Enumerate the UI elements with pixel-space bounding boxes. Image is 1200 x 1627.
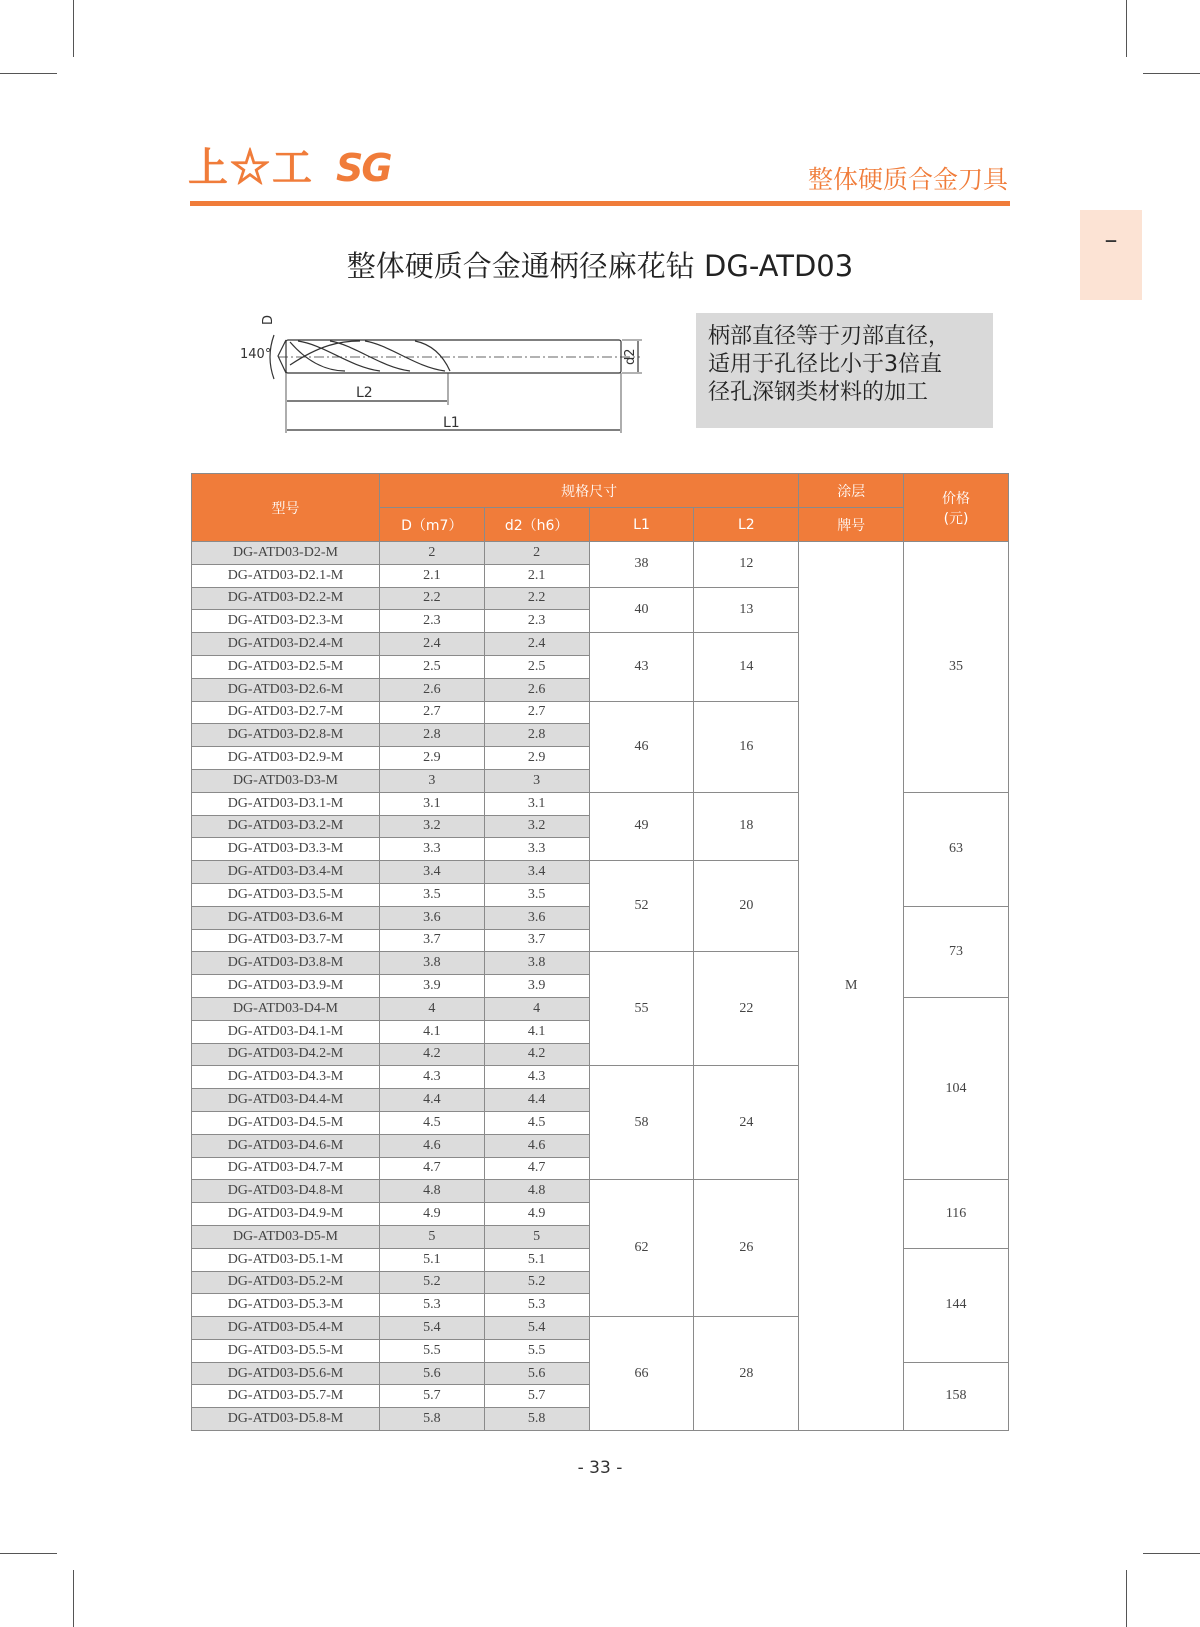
note-line: 径孔深钢类材料的加工 <box>708 380 929 405</box>
d-cell: 4.7 <box>379 1157 484 1180</box>
d-cell: 3.7 <box>379 929 484 952</box>
model-cell: DG-ATD03-D4.5-M <box>192 1111 380 1134</box>
l2-cell: 24 <box>694 1066 799 1180</box>
d2-cell: 3.7 <box>484 929 589 952</box>
model-cell: DG-ATD03-D5.7-M <box>192 1385 380 1408</box>
model-cell: DG-ATD03-D3-M <box>192 769 380 792</box>
header-grade: 牌号 <box>799 508 904 542</box>
d2-cell: 4.5 <box>484 1111 589 1134</box>
l1-cell: 38 <box>589 542 694 588</box>
l1-cell: 46 <box>589 701 694 792</box>
d-cell: 5.3 <box>379 1294 484 1317</box>
d-cell: 3.3 <box>379 838 484 861</box>
d-cell: 5.5 <box>379 1339 484 1362</box>
crop-mark <box>0 1553 57 1554</box>
d-cell: 5.7 <box>379 1385 484 1408</box>
header-spec: 规格尺寸 <box>379 474 798 508</box>
model-cell: DG-ATD03-D2-M <box>192 542 380 565</box>
price-cell: 144 <box>904 1248 1009 1362</box>
crop-mark <box>1143 1553 1200 1554</box>
l1-cell: 55 <box>589 952 694 1066</box>
model-cell: DG-ATD03-D5.5-M <box>192 1339 380 1362</box>
model-cell: DG-ATD03-D2.3-M <box>192 610 380 633</box>
d-cell: 4.5 <box>379 1111 484 1134</box>
note-line: 适用于孔径比小于3倍直 <box>708 352 942 377</box>
d2-cell: 2.5 <box>484 655 589 678</box>
l2-cell: 13 <box>694 587 799 633</box>
d-cell: 3.5 <box>379 883 484 906</box>
l2-cell: 14 <box>694 633 799 701</box>
price-cell: 73 <box>904 906 1009 997</box>
model-cell: DG-ATD03-D3.9-M <box>192 975 380 998</box>
d-cell: 3.6 <box>379 906 484 929</box>
d2-cell: 2 <box>484 542 589 565</box>
d2-cell: 5.4 <box>484 1317 589 1340</box>
d-cell: 3.2 <box>379 815 484 838</box>
model-cell: DG-ATD03-D3.6-M <box>192 906 380 929</box>
brand-logo <box>188 146 391 190</box>
d-cell: 5.4 <box>379 1317 484 1340</box>
d2-cell: 4.4 <box>484 1089 589 1112</box>
d2-cell: 4.3 <box>484 1066 589 1089</box>
category-title: 整体硬质合金刀具 <box>807 165 1008 194</box>
angle-label: 140° <box>240 347 272 362</box>
note-line: 柄部直径等于刃部直径， <box>708 324 951 349</box>
model-cell: DG-ATD03-D5.2-M <box>192 1271 380 1294</box>
model-cell: DG-ATD03-D4.3-M <box>192 1066 380 1089</box>
model-cell: DG-ATD03-D4.1-M <box>192 1020 380 1043</box>
d2-cell: 2.3 <box>484 610 589 633</box>
d-cell: 2.6 <box>379 678 484 701</box>
d-cell: 3.9 <box>379 975 484 998</box>
d2-cell: 3.4 <box>484 861 589 884</box>
l1-cell: 49 <box>589 792 694 860</box>
price-cell: 63 <box>904 792 1009 906</box>
d-cell: 2.5 <box>379 655 484 678</box>
model-cell: DG-ATD03-D3.3-M <box>192 838 380 861</box>
d-cell: 2.9 <box>379 747 484 770</box>
model-cell: DG-ATD03-D5.1-M <box>192 1248 380 1271</box>
l1-label: L1 <box>443 415 460 431</box>
l1-cell: 58 <box>589 1066 694 1180</box>
l2-cell: 26 <box>694 1180 799 1317</box>
d2-cell: 5.5 <box>484 1339 589 1362</box>
d2-cell: 4.6 <box>484 1134 589 1157</box>
l2-cell: 18 <box>694 792 799 860</box>
d-cell: 4.6 <box>379 1134 484 1157</box>
d-cell: 3.4 <box>379 861 484 884</box>
model-cell: DG-ATD03-D2.1-M <box>192 564 380 587</box>
d-cell: 4.2 <box>379 1043 484 1066</box>
d2-cell: 2.7 <box>484 701 589 724</box>
d2-cell: 3.6 <box>484 906 589 929</box>
d-cell: 3.8 <box>379 952 484 975</box>
logo-cn: 上☆工 <box>188 144 314 191</box>
price-cell: 35 <box>904 542 1009 793</box>
d-cell: 4.1 <box>379 1020 484 1043</box>
model-cell: DG-ATD03-D2.5-M <box>192 655 380 678</box>
d-cell: 5.8 <box>379 1408 484 1431</box>
d2-cell: 3.3 <box>484 838 589 861</box>
side-tab[interactable]: – <box>1080 210 1142 300</box>
model-cell: DG-ATD03-D2.2-M <box>192 587 380 610</box>
crop-mark <box>0 73 57 74</box>
d2-cell: 4.7 <box>484 1157 589 1180</box>
d2-cell: 2.4 <box>484 633 589 656</box>
d2-cell: 5.6 <box>484 1362 589 1385</box>
header-price-label: 价格 <box>942 490 971 507</box>
header-price <box>904 474 1009 542</box>
crop-mark <box>73 1570 74 1627</box>
l1-cell: 62 <box>589 1180 694 1317</box>
d-cell: 2.4 <box>379 633 484 656</box>
model-cell: DG-ATD03-D2.4-M <box>192 633 380 656</box>
d2-cell: 2.9 <box>484 747 589 770</box>
header-d2: d2（h6） <box>484 508 589 542</box>
crop-mark <box>1143 73 1200 74</box>
table-row <box>192 542 1009 565</box>
model-cell: DG-ATD03-D2.6-M <box>192 678 380 701</box>
model-cell: DG-ATD03-D4.2-M <box>192 1043 380 1066</box>
model-cell: DG-ATD03-D3.8-M <box>192 952 380 975</box>
d2-cell: 3.8 <box>484 952 589 975</box>
d2-cell: 4.9 <box>484 1203 589 1226</box>
model-cell: DG-ATD03-D5.6-M <box>192 1362 380 1385</box>
l2-cell: 20 <box>694 861 799 952</box>
d-cell: 2.8 <box>379 724 484 747</box>
d2-cell: 4.2 <box>484 1043 589 1066</box>
price-cell: 104 <box>904 997 1009 1179</box>
header-l2: L2 <box>694 508 799 542</box>
header-price-unit: (元) <box>943 510 969 527</box>
d-cell: 4.9 <box>379 1203 484 1226</box>
d-cell: 2.7 <box>379 701 484 724</box>
model-cell: DG-ATD03-D5.3-M <box>192 1294 380 1317</box>
d-cell: 2 <box>379 542 484 565</box>
model-cell: DG-ATD03-D3.2-M <box>192 815 380 838</box>
d-cell: 2.3 <box>379 610 484 633</box>
d2-cell: 5.8 <box>484 1408 589 1431</box>
d2-cell: 3.5 <box>484 883 589 906</box>
model-cell: DG-ATD03-D4-M <box>192 997 380 1020</box>
model-cell: DG-ATD03-D2.7-M <box>192 701 380 724</box>
logo-sg: SG <box>336 146 391 190</box>
d2-label: d2 <box>623 348 638 365</box>
d-cell: 5.6 <box>379 1362 484 1385</box>
d2-cell: 4.8 <box>484 1180 589 1203</box>
grade-cell: M <box>799 542 904 1431</box>
d-cell: 4 <box>379 997 484 1020</box>
d-cell: 2.2 <box>379 587 484 610</box>
d-cell: 4.8 <box>379 1180 484 1203</box>
model-cell: DG-ATD03-D5.4-M <box>192 1317 380 1340</box>
model-cell: DG-ATD03-D4.4-M <box>192 1089 380 1112</box>
l1-cell: 40 <box>589 587 694 633</box>
header-model: 型号 <box>192 474 380 542</box>
description-note <box>696 313 993 428</box>
drill-drawing <box>230 305 650 440</box>
d-cell: 4.3 <box>379 1066 484 1089</box>
spec-table <box>191 473 1009 1431</box>
price-cell: 158 <box>904 1362 1009 1430</box>
model-cell: DG-ATD03-D4.7-M <box>192 1157 380 1180</box>
page-title: 整体硬质合金通柄径麻花钻 DG-ATD03 <box>346 249 854 283</box>
l1-cell: 43 <box>589 633 694 701</box>
d2-cell: 5 <box>484 1225 589 1248</box>
crop-mark <box>1126 0 1127 57</box>
model-cell: DG-ATD03-D3.5-M <box>192 883 380 906</box>
d2-cell: 2.2 <box>484 587 589 610</box>
l2-cell: 28 <box>694 1317 799 1431</box>
d-cell: 5.2 <box>379 1271 484 1294</box>
l2-cell: 16 <box>694 701 799 792</box>
l2-cell: 22 <box>694 952 799 1066</box>
model-cell: DG-ATD03-D2.9-M <box>192 747 380 770</box>
d2-cell: 4.1 <box>484 1020 589 1043</box>
d2-cell: 5.2 <box>484 1271 589 1294</box>
page-number: - 33 - <box>577 1458 623 1478</box>
d-label: D <box>261 314 276 325</box>
model-cell: DG-ATD03-D5.8-M <box>192 1408 380 1431</box>
d-cell: 5.1 <box>379 1248 484 1271</box>
model-cell: DG-ATD03-D3.4-M <box>192 861 380 884</box>
d2-cell: 3 <box>484 769 589 792</box>
l1-cell: 52 <box>589 861 694 952</box>
d2-cell: 2.1 <box>484 564 589 587</box>
table-body <box>192 542 1009 1431</box>
header-d: D（m7） <box>379 508 484 542</box>
model-cell: DG-ATD03-D4.8-M <box>192 1180 380 1203</box>
model-cell: DG-ATD03-D5-M <box>192 1225 380 1248</box>
d-cell: 3 <box>379 769 484 792</box>
d2-cell: 5.3 <box>484 1294 589 1317</box>
d2-cell: 2.8 <box>484 724 589 747</box>
d2-cell: 2.6 <box>484 678 589 701</box>
crop-mark <box>73 0 74 57</box>
header-l1: L1 <box>589 508 694 542</box>
model-cell: DG-ATD03-D4.6-M <box>192 1134 380 1157</box>
d-cell: 3.1 <box>379 792 484 815</box>
d2-cell: 3.1 <box>484 792 589 815</box>
price-cell: 116 <box>904 1180 1009 1248</box>
d2-cell: 4 <box>484 997 589 1020</box>
d2-cell: 5.1 <box>484 1248 589 1271</box>
model-cell: DG-ATD03-D3.7-M <box>192 929 380 952</box>
model-cell: DG-ATD03-D3.1-M <box>192 792 380 815</box>
l2-label: L2 <box>356 385 373 401</box>
model-cell: DG-ATD03-D2.8-M <box>192 724 380 747</box>
d2-cell: 3.2 <box>484 815 589 838</box>
d-cell: 5 <box>379 1225 484 1248</box>
d2-cell: 5.7 <box>484 1385 589 1408</box>
header-rule <box>190 201 1010 206</box>
d-cell: 4.4 <box>379 1089 484 1112</box>
l2-cell: 12 <box>694 542 799 588</box>
crop-mark <box>1126 1570 1127 1627</box>
header-coating: 涂层 <box>799 474 904 508</box>
l1-cell: 66 <box>589 1317 694 1431</box>
d-cell: 2.1 <box>379 564 484 587</box>
d2-cell: 3.9 <box>484 975 589 998</box>
model-cell: DG-ATD03-D4.9-M <box>192 1203 380 1226</box>
